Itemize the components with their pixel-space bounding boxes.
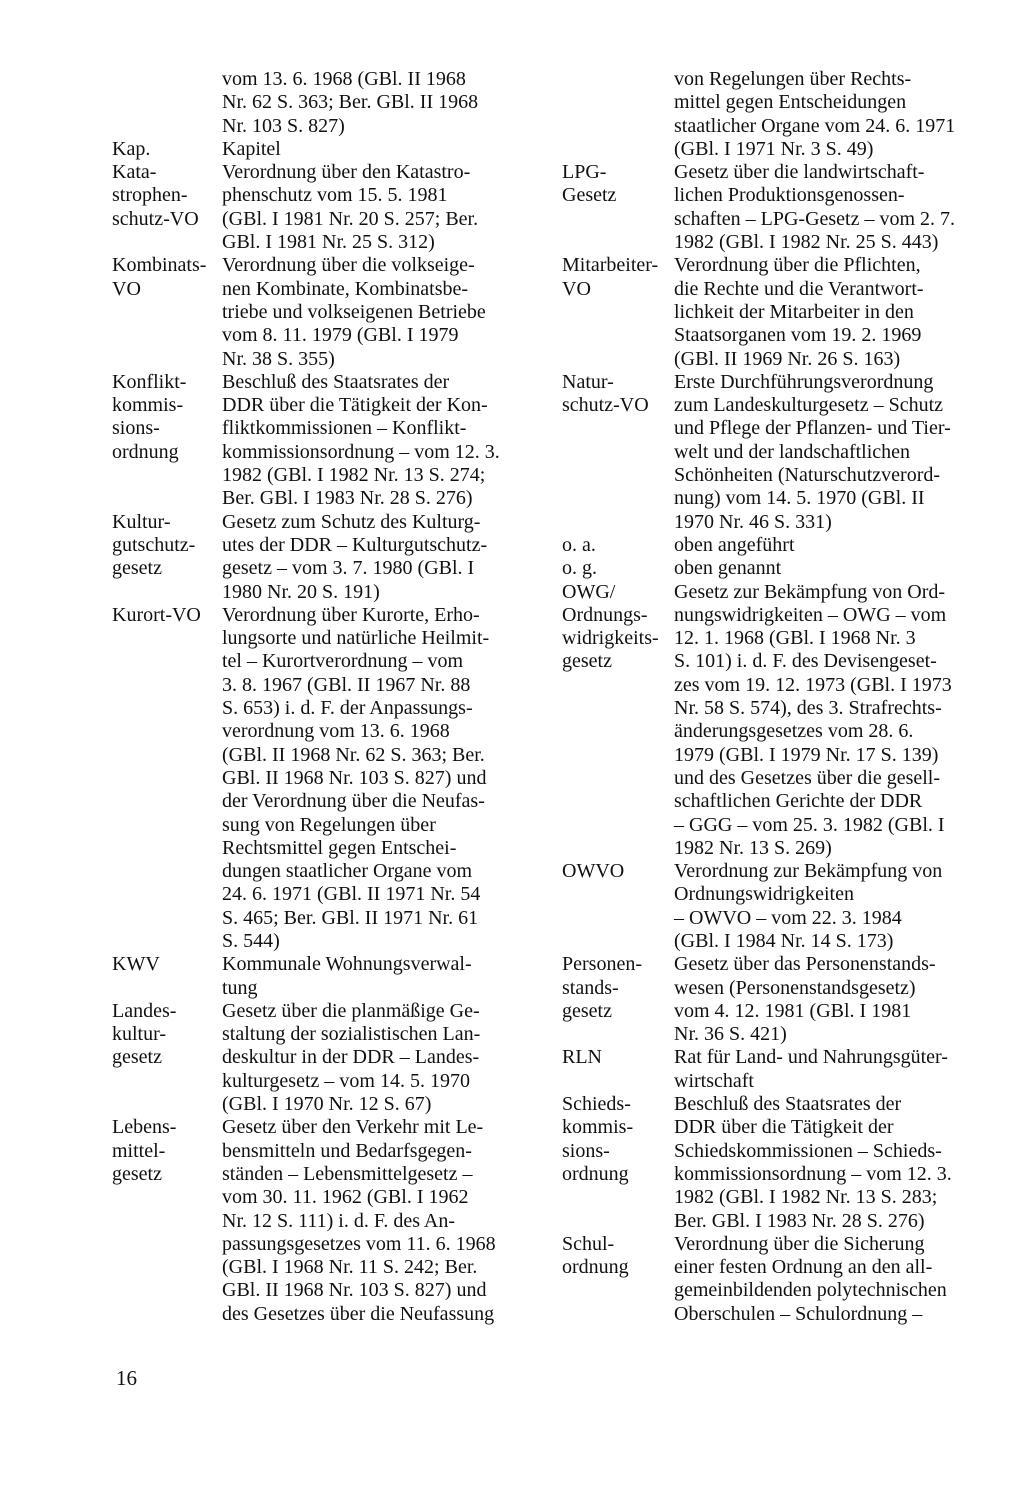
definition-line: gesetz – vom 3. 7. 1980 (GBl. I bbox=[222, 557, 475, 580]
definition-line: S. 544) bbox=[222, 929, 280, 952]
entry-definition bbox=[222, 138, 552, 161]
entry-abbreviation bbox=[562, 1046, 674, 1069]
glossary-entry bbox=[562, 1233, 1002, 1326]
glossary-entry bbox=[112, 371, 552, 511]
definition-line: Verordnung über die Sicherung bbox=[674, 1232, 925, 1255]
definition-line: Verordnung über die Pflichten, bbox=[674, 254, 921, 277]
abbreviation-line: strophen- bbox=[112, 184, 188, 207]
abbreviation-line: widrigkeits- bbox=[562, 627, 659, 650]
definition-line: Gesetz zur Bekämpfung von Ord- bbox=[674, 580, 946, 603]
entry-abbreviation bbox=[112, 953, 222, 976]
glossary-entry bbox=[112, 138, 552, 161]
definition-line: welt und der landschaftlichen bbox=[674, 440, 911, 463]
entry-abbreviation bbox=[562, 860, 674, 883]
abbreviation-line: OWVO bbox=[562, 860, 625, 883]
abbreviation-line: ordnung bbox=[562, 1256, 629, 1279]
abbreviation-line: Kultur- bbox=[112, 510, 171, 533]
entry-definition bbox=[674, 254, 1002, 370]
definition-line: verordnung vom 13. 6. 1968 bbox=[222, 720, 450, 743]
definition-line: Beschluß des Staatsrates der bbox=[222, 370, 450, 393]
definition-line: (GBl. I 1981 Nr. 20 S. 257; Ber. bbox=[222, 207, 479, 230]
definition-line: Nr. 103 S. 827) bbox=[222, 114, 345, 137]
entry-definition bbox=[674, 1233, 1002, 1326]
definition-line: Ordnungswidrigkeiten bbox=[674, 883, 854, 906]
definition-line: Nr. 36 S. 421) bbox=[674, 1023, 787, 1046]
abbreviation-line: kultur- bbox=[112, 1023, 167, 1046]
entry-definition bbox=[222, 604, 552, 953]
definition-line: utes der DDR – Kulturgutschutz- bbox=[222, 533, 488, 556]
definition-line: sung von Regelungen über bbox=[222, 813, 436, 836]
glossary-entry bbox=[562, 953, 1002, 1046]
definition-line: 1980 Nr. 20 S. 191) bbox=[222, 580, 380, 603]
definition-line: schaften – LPG-Gesetz – vom 2. 7. bbox=[674, 207, 956, 230]
definition-line: vom 8. 11. 1979 (GBl. I 1979 bbox=[222, 324, 459, 347]
entry-abbreviation bbox=[112, 604, 222, 627]
definition-line: 12. 1. 1968 (GBl. I 1968 Nr. 3 bbox=[674, 627, 916, 650]
abbreviation-line: KWV bbox=[112, 953, 160, 976]
definition-line: kommissionsordnung – vom 12. 3. bbox=[222, 440, 500, 463]
definition-line: Schiedskommissionen – Schieds- bbox=[674, 1139, 942, 1162]
abbreviation-line: Kata- bbox=[112, 161, 157, 184]
entry-definition bbox=[222, 161, 552, 254]
definition-line: tung bbox=[222, 976, 258, 999]
definition-line: Nr. 38 S. 355) bbox=[222, 347, 335, 370]
definition-line: S. 465; Ber. GBl. II 1971 Nr. 61 bbox=[222, 906, 479, 929]
entry-definition bbox=[222, 254, 552, 370]
entry-abbreviation bbox=[562, 371, 674, 418]
definition-line: S. 101) i. d. F. des Devisengeset- bbox=[674, 650, 937, 673]
definition-line: Gesetz über den Verkehr mit Le- bbox=[222, 1116, 484, 1139]
glossary-entry bbox=[562, 68, 1002, 161]
definition-line: Staatsorganen vom 19. 2. 1969 bbox=[674, 324, 922, 347]
entry-abbreviation bbox=[562, 161, 674, 208]
entry-abbreviation bbox=[112, 254, 222, 301]
entry-abbreviation bbox=[562, 581, 674, 674]
abbreviation-line: Lebens- bbox=[112, 1116, 177, 1139]
entry-definition bbox=[674, 161, 1002, 254]
entry-definition bbox=[222, 953, 552, 1000]
entry-definition bbox=[674, 557, 1002, 580]
entry-definition bbox=[674, 581, 1002, 861]
definition-line: Rat für Land- und Nahrungsgüter- bbox=[674, 1046, 948, 1069]
abbreviation-line: Kurort-VO bbox=[112, 603, 201, 626]
abbreviation-line: ordnung bbox=[112, 440, 179, 463]
abbreviation-line: Ordnungs- bbox=[562, 603, 648, 626]
definition-line: 1979 (GBl. I 1979 Nr. 17 S. 139) bbox=[674, 743, 939, 766]
abbreviation-line: schutz-VO bbox=[112, 207, 199, 230]
definition-line: oben angeführt bbox=[674, 533, 795, 556]
right-column bbox=[562, 68, 1002, 1326]
definition-line: (GBl. II 1968 Nr. 62 S. 363; Ber. bbox=[222, 743, 485, 766]
abbreviation-line: kommis- bbox=[562, 1116, 634, 1139]
entry-definition bbox=[222, 68, 552, 138]
definition-line: Schönheiten (Naturschutzverord- bbox=[674, 464, 941, 487]
definition-line: triebe und volkseigenen Betriebe bbox=[222, 300, 486, 323]
glossary-entry bbox=[562, 254, 1002, 370]
definition-line: kommissionsordnung – vom 12. 3. bbox=[674, 1162, 952, 1185]
definition-line: lungsorte und natürliche Heilmit- bbox=[222, 627, 490, 650]
glossary-entry bbox=[112, 68, 552, 138]
definition-line: der Verordnung über die Neufas- bbox=[222, 790, 485, 813]
abbreviation-line: o. g. bbox=[562, 557, 597, 580]
definition-line: zes vom 19. 12. 1973 (GBl. I 1973 bbox=[674, 673, 952, 696]
entry-definition bbox=[674, 68, 1002, 161]
definition-line: Nr. 58 S. 574), des 3. Strafrechts- bbox=[674, 697, 942, 720]
entry-abbreviation bbox=[562, 254, 674, 301]
entry-definition bbox=[674, 953, 1002, 1046]
definition-line: schaftlichen Gerichte der DDR bbox=[674, 790, 923, 813]
definition-line: Nr. 62 S. 363; Ber. GBl. II 1968 bbox=[222, 91, 479, 114]
abbreviation-line: kommis- bbox=[112, 394, 184, 417]
definition-line: (GBl. I 1968 Nr. 11 S. 242; Ber. bbox=[222, 1256, 478, 1279]
definition-line: 1982 (GBl. I 1982 Nr. 25 S. 443) bbox=[674, 231, 939, 254]
definition-line: von Regelungen über Rechts- bbox=[674, 68, 912, 90]
definition-line: 24. 6. 1971 (GBl. II 1971 Nr. 54 bbox=[222, 883, 481, 906]
definition-line: Gesetz zum Schutz des Kulturg- bbox=[222, 510, 481, 533]
definition-line: Gesetz über das Personenstands- bbox=[674, 953, 936, 976]
entry-abbreviation bbox=[562, 534, 674, 557]
entry-abbreviation bbox=[112, 1000, 222, 1070]
definition-line: Nr. 12 S. 111) i. d. F. des An- bbox=[222, 1209, 456, 1232]
abbreviation-line: Schieds- bbox=[562, 1093, 631, 1116]
definition-line: lichen Produktionsgenossen- bbox=[674, 184, 905, 207]
left-column bbox=[112, 68, 552, 1326]
definition-line: Beschluß des Staatsrates der bbox=[674, 1093, 902, 1116]
entry-definition bbox=[222, 1116, 552, 1326]
entry-abbreviation bbox=[562, 1233, 674, 1280]
abbreviation-line: sions- bbox=[562, 1139, 610, 1162]
definition-line: Gesetz über die planmäßige Ge- bbox=[222, 999, 480, 1022]
definition-line: ständen – Lebensmittelgesetz – bbox=[222, 1162, 473, 1185]
abbreviation-line: mittel- bbox=[112, 1139, 166, 1162]
definition-line: 1982 (GBl. I 1982 Nr. 13 S. 283; bbox=[674, 1186, 938, 1209]
abbreviation-line: Landes- bbox=[112, 999, 177, 1022]
definition-line: 3. 8. 1967 (GBl. II 1967 Nr. 88 bbox=[222, 673, 471, 696]
definition-line: vom 13. 6. 1968 (GBl. II 1968 bbox=[222, 68, 466, 90]
definition-line: GBl. II 1968 Nr. 103 S. 827) und bbox=[222, 766, 487, 789]
definition-line: 1982 Nr. 13 S. 269) bbox=[674, 836, 832, 859]
definition-line: – OWVO – vom 22. 3. 1984 bbox=[674, 906, 902, 929]
abbreviation-line: ordnung bbox=[562, 1162, 629, 1185]
definition-line: mittel gegen Entscheidungen bbox=[674, 91, 907, 114]
entry-abbreviation bbox=[562, 953, 674, 1023]
abbreviation-line: gutschutz- bbox=[112, 533, 196, 556]
definition-line: Kommunale Wohnungsverwal- bbox=[222, 953, 472, 976]
glossary-entry bbox=[562, 371, 1002, 534]
definition-line: vom 4. 12. 1981 (GBl. I 1981 bbox=[674, 999, 912, 1022]
definition-line: 1970 Nr. 46 S. 331) bbox=[674, 510, 832, 533]
glossary-entry bbox=[562, 1093, 1002, 1233]
definition-line: nen Kombinate, Kombinatsbe- bbox=[222, 277, 469, 300]
entry-abbreviation bbox=[112, 1116, 222, 1186]
glossary-entry bbox=[112, 604, 552, 953]
glossary-entry bbox=[112, 254, 552, 370]
definition-line: (GBl. I 1970 Nr. 12 S. 67) bbox=[222, 1093, 432, 1116]
abbreviation-line: gesetz bbox=[112, 1162, 162, 1185]
glossary-entry bbox=[112, 953, 552, 1000]
glossary-entry bbox=[562, 860, 1002, 953]
entry-definition bbox=[674, 860, 1002, 953]
definition-line: kulturgesetz – vom 14. 5. 1970 bbox=[222, 1069, 470, 1092]
definition-line: zum Landeskulturgesetz – Schutz bbox=[674, 394, 944, 417]
definition-line: (GBl. II 1969 Nr. 26 S. 163) bbox=[674, 347, 901, 370]
entry-definition bbox=[222, 511, 552, 604]
definition-line: des Gesetzes über die Neufassung bbox=[222, 1302, 495, 1325]
definition-line: Kapitel bbox=[222, 137, 281, 160]
abbreviation-line: Kombinats- bbox=[112, 254, 207, 277]
definition-line: 1982 (GBl. I 1982 Nr. 13 S. 274; bbox=[222, 464, 486, 487]
definition-line: Erste Durchführungsverordnung bbox=[674, 370, 934, 393]
abbreviation-line: gesetz bbox=[562, 650, 612, 673]
abbreviation-line: sions- bbox=[112, 417, 160, 440]
abbreviation-line: Personen- bbox=[562, 953, 642, 976]
definition-line: nung) vom 14. 5. 1970 (GBl. II bbox=[674, 487, 925, 510]
definition-line: und Pflege der Pflanzen- und Tier- bbox=[674, 417, 951, 440]
abbreviation-line: gesetz bbox=[112, 557, 162, 580]
definition-line: oben genannt bbox=[674, 557, 782, 580]
definition-line: einer festen Ordnung an den all- bbox=[674, 1256, 933, 1279]
definition-line: staatlicher Organe vom 24. 6. 1971 bbox=[674, 114, 956, 137]
definition-line: Verordnung zur Bekämpfung von bbox=[674, 860, 943, 883]
definition-line: Oberschulen – Schulordnung – bbox=[674, 1302, 923, 1325]
entry-abbreviation bbox=[112, 371, 222, 464]
definition-line: lichkeit der Mitarbeiter in den bbox=[674, 300, 914, 323]
abbreviation-line: gesetz bbox=[112, 1046, 162, 1069]
definition-line: GBl. II 1968 Nr. 103 S. 827) und bbox=[222, 1279, 487, 1302]
abbreviation-line: Konflikt- bbox=[112, 370, 187, 393]
glossary-entry bbox=[112, 1116, 552, 1326]
entry-abbreviation bbox=[112, 138, 222, 161]
abbreviation-line: stands- bbox=[562, 976, 619, 999]
definition-line: vom 30. 11. 1962 (GBl. I 1962 bbox=[222, 1186, 469, 1209]
definition-line: Verordnung über Kurorte, Erho- bbox=[222, 603, 480, 626]
definition-line: (GBl. I 1971 Nr. 3 S. 49) bbox=[674, 137, 874, 160]
definition-line: bensmitteln und Bedarfsgegen- bbox=[222, 1139, 472, 1162]
definition-line: Ber. GBl. I 1983 Nr. 28 S. 276) bbox=[222, 487, 473, 510]
abbreviation-line: Natur- bbox=[562, 370, 614, 393]
definition-line: dungen staatlicher Organe vom bbox=[222, 860, 473, 883]
abbreviation-line: Kap. bbox=[112, 137, 151, 160]
abbreviation-line: VO bbox=[562, 277, 591, 300]
definition-line: gemeinbildenden polytechnischen bbox=[674, 1279, 947, 1302]
definition-line: passungsgesetzes vom 11. 6. 1968 bbox=[222, 1232, 496, 1255]
glossary-entry bbox=[562, 581, 1002, 861]
definition-line: Rechtsmittel gegen Entschei- bbox=[222, 836, 457, 859]
abbreviation-line: schutz-VO bbox=[562, 394, 649, 417]
definition-line: Verordnung über die volkseige- bbox=[222, 254, 475, 277]
entry-definition bbox=[674, 1093, 1002, 1233]
abbreviation-line: Gesetz bbox=[562, 184, 617, 207]
definition-line: und des Gesetzes über die gesell- bbox=[674, 766, 941, 789]
glossary-entry bbox=[112, 161, 552, 254]
abbreviation-line: o. a. bbox=[562, 533, 596, 556]
glossary-entry bbox=[562, 1046, 1002, 1093]
definition-line: Ber. GBl. I 1983 Nr. 28 S. 276) bbox=[674, 1209, 925, 1232]
page-number: 16 bbox=[116, 1366, 137, 1390]
abbreviation-line: VO bbox=[112, 277, 141, 300]
definition-line: Verordnung über den Katastro- bbox=[222, 161, 471, 184]
glossary-entry bbox=[112, 1000, 552, 1116]
abbreviation-line: Mitarbeiter- bbox=[562, 254, 659, 277]
definition-line: – GGG – vom 25. 3. 1982 (GBl. I bbox=[674, 813, 945, 836]
entry-abbreviation bbox=[562, 557, 674, 580]
abbreviation-line: LPG- bbox=[562, 161, 607, 184]
abbreviation-line: Schul- bbox=[562, 1232, 615, 1255]
definition-line: GBl. I 1981 Nr. 25 S. 312) bbox=[222, 231, 435, 254]
definition-line: änderungsgesetzes vom 28. 6. bbox=[674, 720, 914, 743]
definition-line: tel – Kurortverordnung – vom bbox=[222, 650, 464, 673]
glossary-entry bbox=[562, 557, 1002, 580]
definition-line: (GBl. I 1984 Nr. 14 S. 173) bbox=[674, 929, 894, 952]
abbreviation-line: RLN bbox=[562, 1046, 602, 1069]
definition-line: die Rechte und die Verantwort- bbox=[674, 277, 924, 300]
definition-line: staltung der sozialistischen Lan- bbox=[222, 1023, 481, 1046]
definition-line: fliktkommissionen – Konflikt- bbox=[222, 417, 467, 440]
definition-line: wesen (Personenstandsgesetz) bbox=[674, 976, 916, 999]
entry-definition bbox=[222, 1000, 552, 1116]
entry-definition bbox=[674, 371, 1002, 534]
abbreviation-line: gesetz bbox=[562, 999, 612, 1022]
abbreviation-line: OWG/ bbox=[562, 580, 616, 603]
definition-line: nungswidrigkeiten – OWG – vom bbox=[674, 603, 947, 626]
entry-abbreviation bbox=[112, 511, 222, 581]
glossary-entry bbox=[562, 534, 1002, 557]
entry-definition bbox=[222, 371, 552, 511]
definition-line: Gesetz über die landwirtschaft- bbox=[674, 161, 925, 184]
definition-line: DDR über die Tätigkeit der Kon- bbox=[222, 394, 488, 417]
entry-abbreviation bbox=[112, 161, 222, 231]
definition-line: deskultur in der DDR – Landes- bbox=[222, 1046, 480, 1069]
definition-line: wirtschaft bbox=[674, 1069, 754, 1092]
entry-definition bbox=[674, 1046, 1002, 1093]
glossary-entry bbox=[112, 511, 552, 604]
entry-definition bbox=[674, 534, 1002, 557]
definition-line: DDR über die Tätigkeit der bbox=[674, 1116, 894, 1139]
glossary-entry bbox=[562, 161, 1002, 254]
definition-line: phenschutz vom 15. 5. 1981 bbox=[222, 184, 448, 207]
definition-line: S. 653) i. d. F. der Anpassungs- bbox=[222, 697, 473, 720]
entry-abbreviation bbox=[562, 1093, 674, 1186]
